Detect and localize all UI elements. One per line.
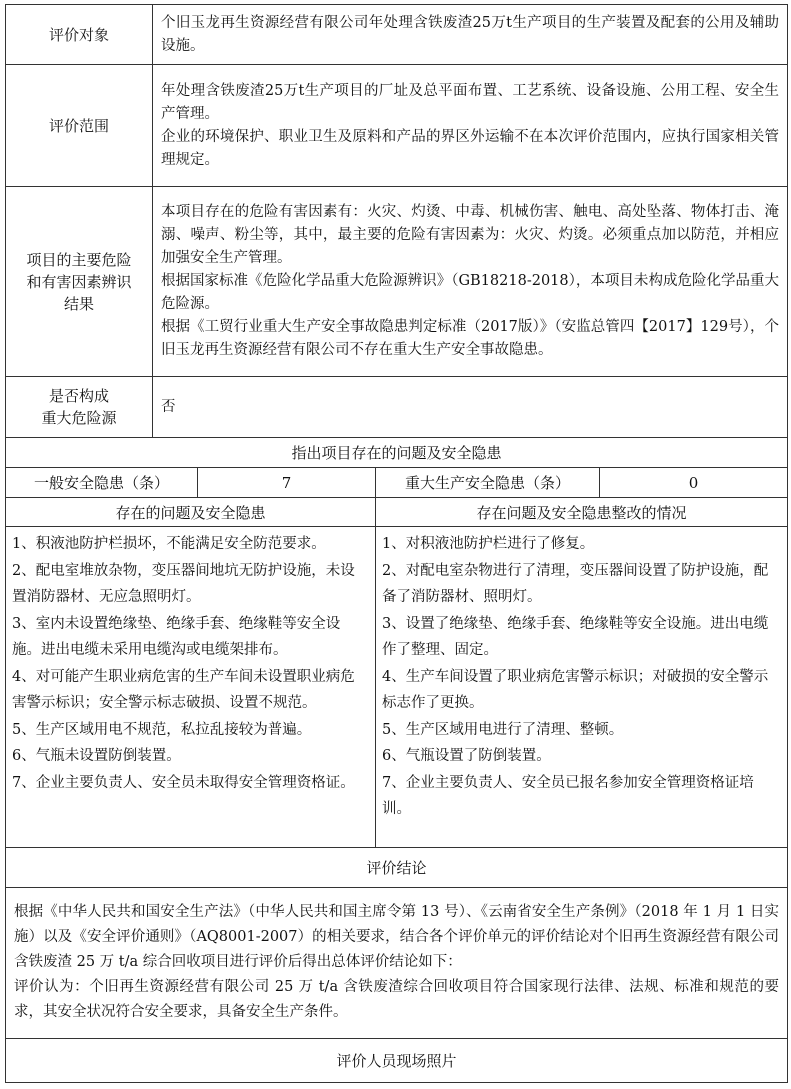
label-line: 结果 xyxy=(63,294,94,313)
major-hazard-count-value: 0 xyxy=(600,468,788,498)
hazard-identification-cell xyxy=(153,187,788,377)
conclusion-paragraph: 评价认为：个旧再生资源经营有限公司 25 万 t/a 含铁废渣综合回收项目符合国家现行法律、法规、标准和规范的要求，其安全状况符合安全要求，具备安全生产条件。 xyxy=(14,978,780,1020)
row-issues-header xyxy=(6,438,788,468)
list-item: 2、配电室堆放杂物，变压器间地坑无防护设施，未设置消防器材、无应急照明灯。 xyxy=(12,562,355,605)
site-photos-title: 评价人员现场照片 xyxy=(6,1039,788,1083)
evaluation-object-text: 个旧玉龙再生资源经营有限公司年处理含铁废渣25万t生产项目的生产装置及配套的公用及辅助设施。 xyxy=(153,5,788,65)
evaluation-scope-cell xyxy=(153,65,788,187)
major-hazard-source-value: 否 xyxy=(153,377,788,438)
list-item: 1、对积液池防护栏进行了修复。 xyxy=(382,536,595,552)
hazard-paragraph: 根据国家标准《危险化学品重大危险源辨识》（GB18218-2018），本项目未构成危险化学品重大危险源。 xyxy=(161,273,780,312)
evaluation-report-page xyxy=(5,4,787,1083)
issues-list xyxy=(6,527,376,848)
label-line: 是否构成 xyxy=(48,387,109,405)
list-item: 2、对配电室杂物进行了清理，变压器间设置了防护设施，配备了消防器材、照明灯。 xyxy=(382,562,769,605)
hazard-paragraph: 本项目存在的危险有害因素有：火灾、灼烫、中毒、机械伤害、触电、高处坠落、物体打击、淹溺、噪声、粉尘等，其中，最主要的危险有害因素为：火灾、灼烫。必须重点加以防范，并相应加强安全生产管理。 xyxy=(161,204,780,266)
list-item: 5、生产区域用电进行了清理、整顿。 xyxy=(382,721,624,738)
list-item: 6、气瓶设置了防倒装置。 xyxy=(382,748,551,764)
general-hazard-count-label: 一般安全隐患（条） xyxy=(6,468,198,498)
row-hazard-identification xyxy=(6,187,788,377)
list-item: 5、生产区域用电不规范，私拉乱接较为普遍。 xyxy=(12,721,312,738)
list-item: 6、气瓶未设置防倒装置。 xyxy=(12,748,181,764)
rectification-column-title: 存在问题及安全隐患整改的情况 xyxy=(376,498,788,527)
general-hazard-count-value: 7 xyxy=(198,468,376,498)
list-item: 3、室内未设置绝缘垫、绝缘手套、绝缘鞋等安全设施。进出电缆未采用电缆沟或电缆架排布。 xyxy=(12,615,341,658)
row-photos-title xyxy=(6,1039,788,1083)
conclusion-paragraph: 根据《中华人民共和国安全生产法》（中华人民共和国主席令第 13 号）、《云南省安全生产条例》（2018 年 1 月 1 日实施）以及《安全评价通则》（AQ8001-2007）的相关要求，结合各个评价单元的评价结论对个旧再生资源经营有限公司含铁废渣 25 万 t/a 综合回收项目进行评价后得出总体评价结论如下： xyxy=(14,903,780,970)
conclusion-title: 评价结论 xyxy=(6,848,788,888)
hazard-paragraph: 根据《工贸行业重大生产安全事故隐患判定标准（2017版）》（安监总管四【2017】129号），个旧玉龙再生资源经营有限公司不存在重大生产安全事故隐患。 xyxy=(161,319,780,358)
row-evaluation-object xyxy=(6,5,788,65)
list-item: 3、设置了绝缘垫、绝缘手套、绝缘鞋等安全设施。进出电缆作了整理、固定。 xyxy=(382,615,769,658)
row-hazard-counts xyxy=(6,468,788,498)
list-item: 4、对可能产生职业病危害的生产车间未设置职业病危害警示标识；安全警示标志破损、设置不规范。 xyxy=(12,668,355,711)
rectification-list xyxy=(376,527,788,848)
list-item: 7、企业主要负责人、安全员已报名参加安全管理资格证培训。 xyxy=(382,774,754,817)
row-issue-lists xyxy=(6,527,788,848)
issues-column-title: 存在的问题及安全隐患 xyxy=(6,498,376,527)
issues-section-title: 指出项目存在的问题及安全隐患 xyxy=(6,438,788,468)
evaluation-scope-label: 评价范围 xyxy=(6,65,153,187)
conclusion-text xyxy=(6,888,788,1039)
major-hazard-source-label xyxy=(6,377,153,438)
row-conclusion-title xyxy=(6,848,788,888)
label-line: 重大危险源 xyxy=(41,409,117,427)
label-line: 和有害因素辨识 xyxy=(26,272,132,291)
scope-paragraph: 年处理含铁废渣25万t生产项目的厂址及总平面布置、工艺系统、设备设施、公用工程、安全生产管理。 xyxy=(161,82,780,122)
scope-paragraph: 企业的环境保护、职业卫生及原料和产品的界区外运输不在本次评价范围内，应执行国家相关管理规定。 xyxy=(161,128,780,168)
evaluation-object-label: 评价对象 xyxy=(6,5,153,65)
list-item: 1、积液池防护栏损坏，不能满足安全防范要求。 xyxy=(12,536,326,552)
evaluation-table xyxy=(5,4,788,1083)
label-line: 项目的主要危险 xyxy=(26,250,132,269)
hazard-identification-label xyxy=(6,187,153,377)
list-item: 4、生产车间设置了职业病危害警示标识；对破损的安全警示标志作了更换。 xyxy=(382,668,769,711)
row-major-hazard-source xyxy=(6,377,788,438)
row-evaluation-scope xyxy=(6,65,788,187)
row-conclusion-text xyxy=(6,888,788,1039)
major-hazard-count-label: 重大生产安全隐患（条） xyxy=(376,468,600,498)
list-item: 7、企业主要负责人、安全员未取得安全管理资格证。 xyxy=(12,774,355,791)
row-issue-column-titles xyxy=(6,498,788,527)
